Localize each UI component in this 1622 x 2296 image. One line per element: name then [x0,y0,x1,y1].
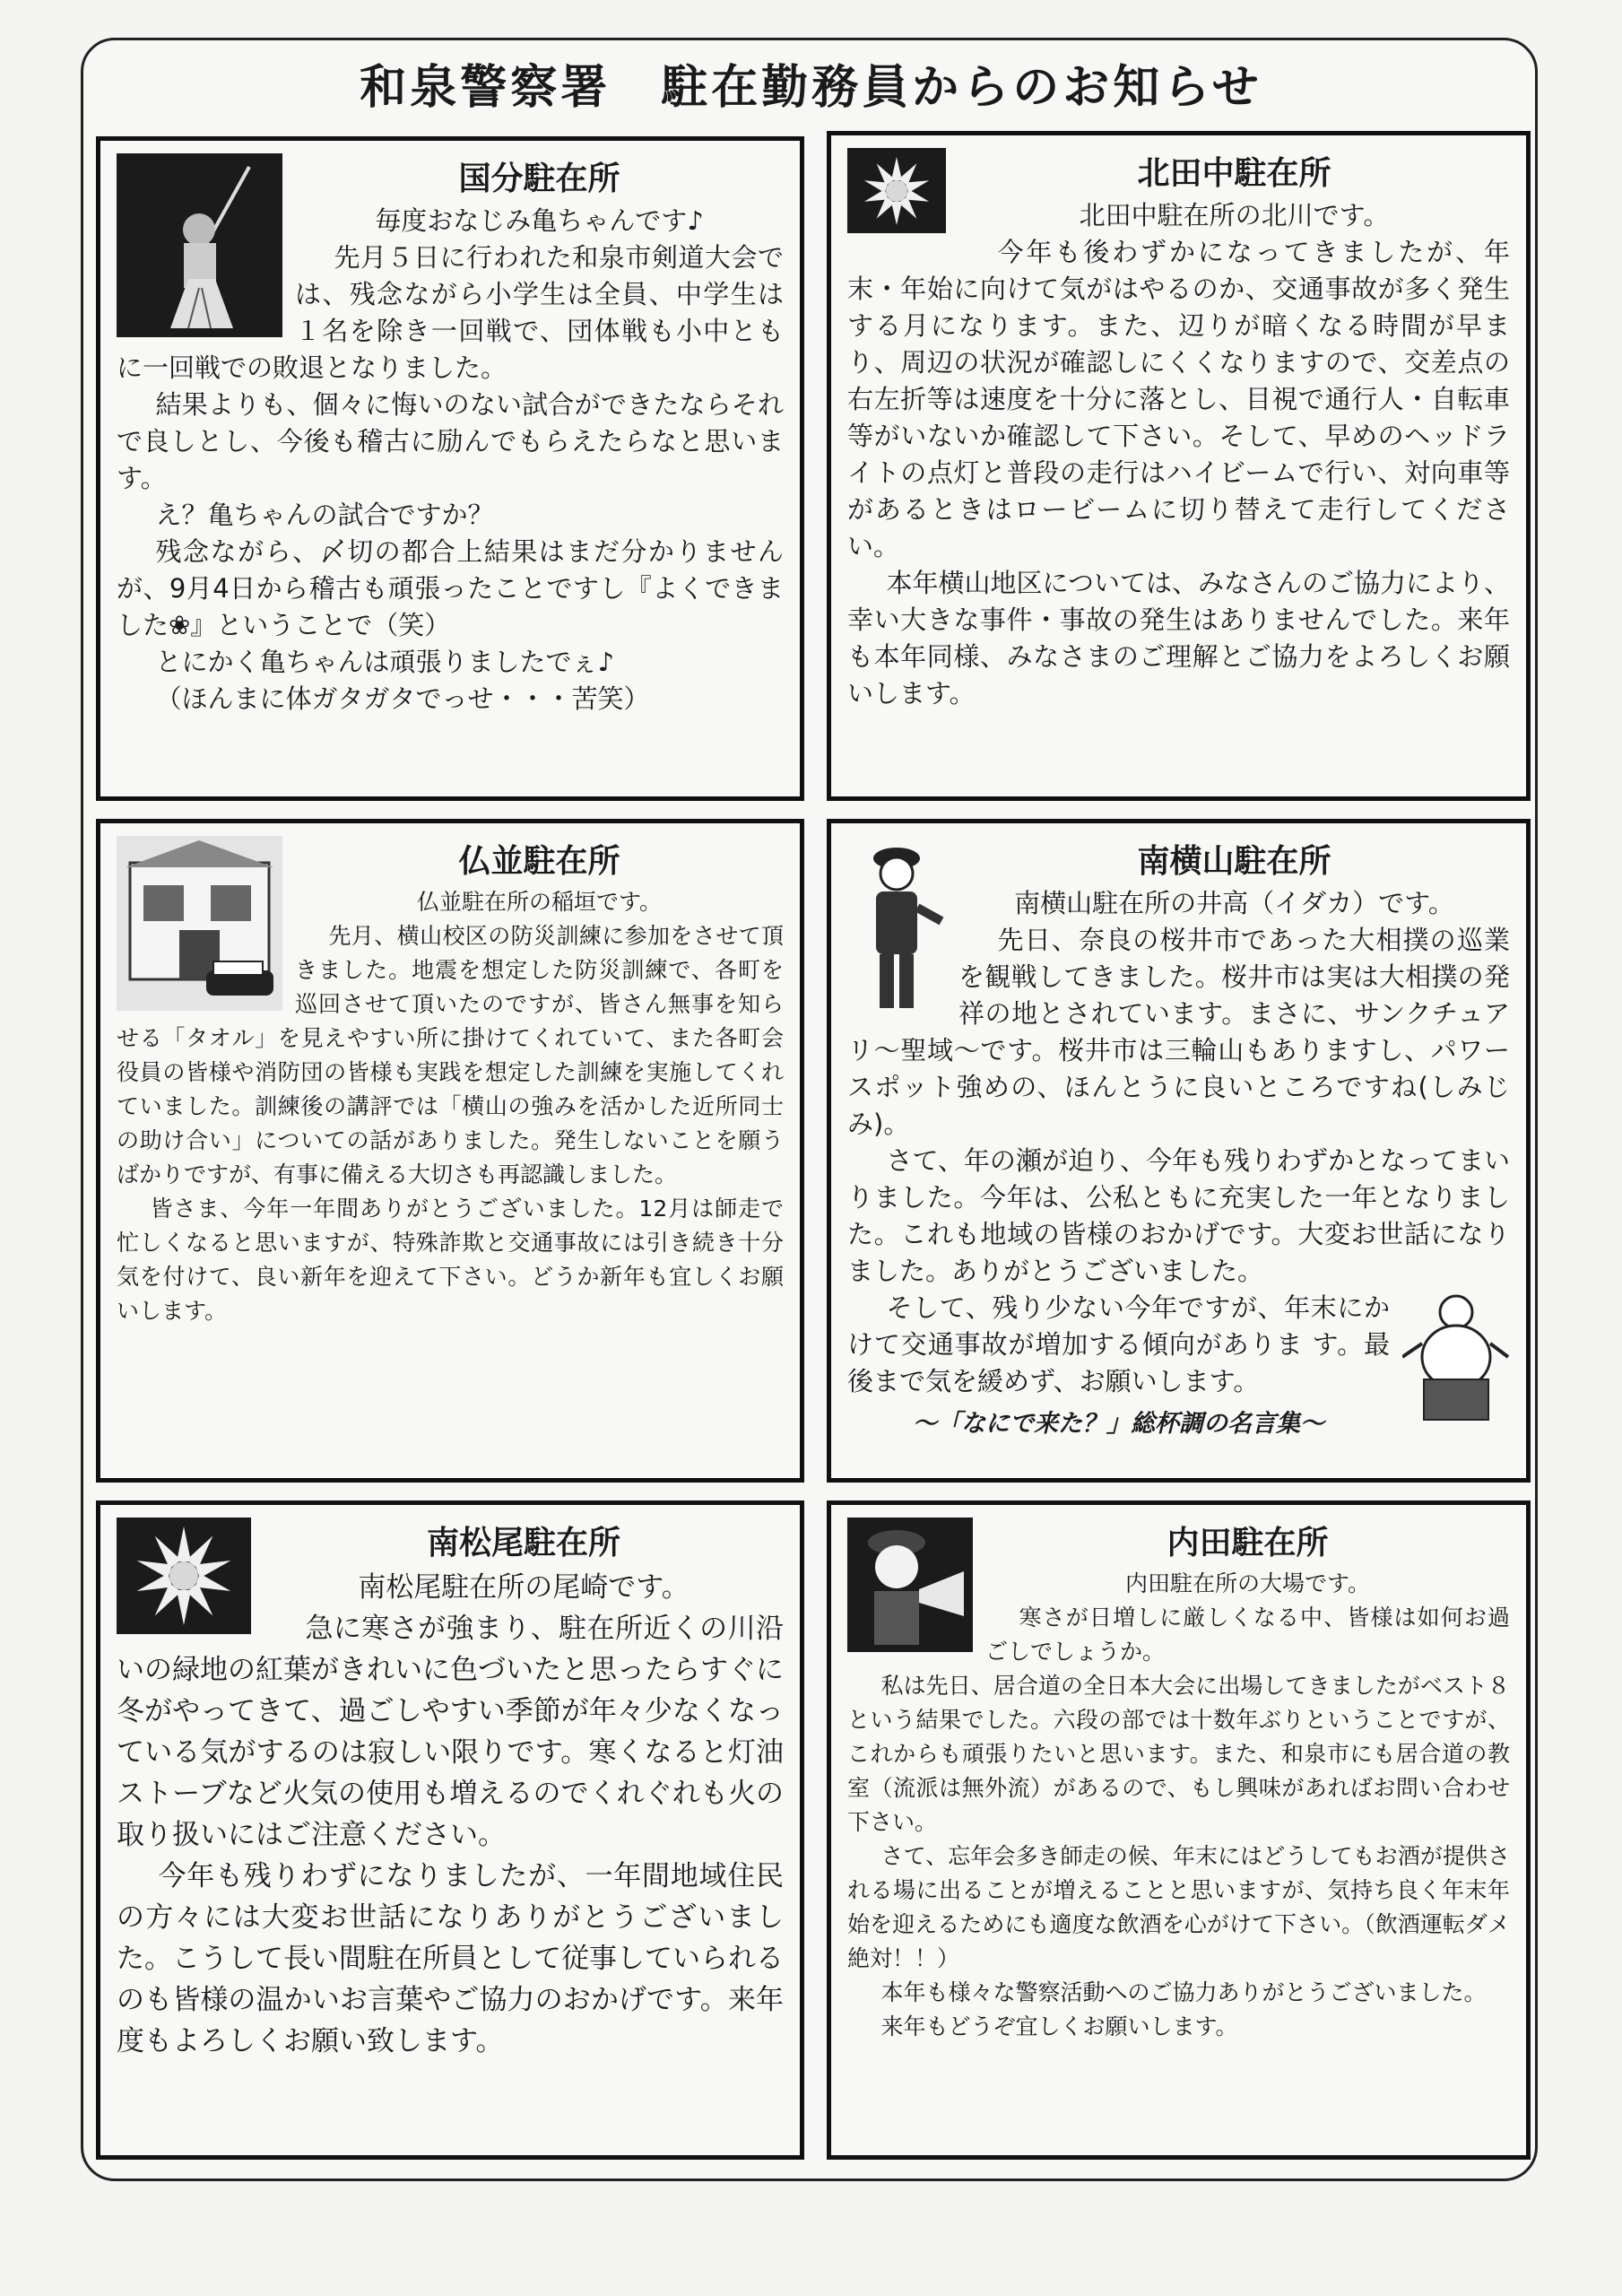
uchida-para: 私は先日、居合道の全日本大会に出場してきましたがベスト８という結果でした。六段の部では十数年ぶりということですが、これからも頑張りたいと思います。また、和泉市にも居合道の教室（流派は無外流）があるので、もし興味があればお問い合わせ下さい。 [847,1673,1510,1835]
minamiyokoyama-para: 先日、奈良の桜井市であった大相撲の巡業を観戦してきました。桜井市は実は大相撲の発祥の地とされています。まさに、サンクチュアリ～聖域～です。桜井市は三輪山もありますし、パワースポット強めの、ほんとうに良いところですね(しみじみ)。 [847,925,1510,1139]
kokubu-para: とにかく亀ちゃんは頑張りましたでぇ♪ [155,647,615,677]
kokubu-notice [96,136,804,801]
police-box-photo [117,836,282,1011]
kitadanaka-greeting: 北田中駐在所の北川です。 [1079,200,1390,230]
kokubu-para: （ほんまに体ガタガタでっせ・・・苦笑） [155,683,650,714]
kokubu-para: 先月５日に行われた和泉市剣道大会では、残念ながら小学生は全員、中学生は１名を除き一回戦で、団体戦も小中ともに一回戦での敗退となりました。 [117,242,784,383]
uchida-para: 寒さが日増しに厳しくなる中、皆様は如何お過ごしでしょうか。 [985,1605,1510,1665]
kokubu-para: 残念ながら、〆切の都合上結果はまだ分かりませんが、9月4日から稽古も頑張ったことですし『よくできました❀』ということで（笑） [117,536,784,640]
minamimatsuo-greeting: 南松尾駐在所の尾崎です。 [358,1571,690,1604]
butsunami-greeting: 仏並駐在所の稲垣です。 [416,889,662,915]
minamiyokoyama-para: さて、年の瀬が迫り、今年も残りわずかとなってまいりました。今年は、公私ともに充実した一年となりました。これも地域の皆様のおかげです。大変お世話になりました。ありがとうございました。 [847,1145,1510,1286]
minamiyokoyama-notice [827,819,1531,1483]
police-emblem [847,148,946,233]
uchida-title: 内田駐在所 [1167,1525,1329,1561]
butsunami-notice [96,819,804,1483]
kendo-photo [117,153,282,337]
uchida-para: さて、忘年会多き師走の候、年末にはどうしてもお酒が提供される場に出ることが増えることと思いますが、気持ち良く年末年始を迎えるためにも適度な飲酒を心がけて下さい。（飲酒運転ダメ絶対！！） [847,1843,1510,1971]
minamiyokoyama-para: そして、残り少ない今年ですが、年末にかけて交通事故が増加する傾向がありま す。最後まで気を緩めず、お願いします。 [847,1292,1390,1396]
kitadanaka-para: 今年も後わずかになってきましたが、年末・年始に向けて気がはやるのか、交通事故が多く発生する月になります。また、辺りが暗くなる時間が早まり、周辺の状況が確認しにくくなりますので、交差点の右左折等は速度を十分に落とし、目視で通行人・自転車等がいないか確認して下さい。そして、早めのヘッドライトの点灯と普段の走行はハイビームで行い、対向車等があるときはロービームに切り替えて走行してください。 [847,237,1510,561]
uchida-para: 本年も様々な警察活動へのご協力ありがとうございました。 [880,1979,1487,2005]
minamimatsuo-para: 今年も残りわずになりましたが、一年間地域住民の方々には大変お世話になりありがとうございました。こうして長い間駐在所員として従事していられるのも皆様の温かいお言葉やご協力のおかげです。来年度もよろしくお願い致します。 [117,1860,784,2057]
butsunami-para: 先月、横山校区の防災訓練に参加をさせて頂きました。地震を想定した防災訓練で、各町を巡回させて頂いたのですが、皆さん無事を知らせる「タオル」を見えやすい所に掛けてくれていて、また各町会役員の皆様や消防団の皆様も実践を想定した訓練を実施してくれていました。訓練後の講評では「横山の強みを活かした近所同士の助け合い」についての話がありました。発生しないことを願うばかりですが、有事に備える大切さも再認識しました。 [117,923,784,1187]
officer-with-megaphone-illustration [847,1518,973,1652]
sumo-wrestler-illustration [1402,1290,1510,1433]
minamimatsuo-para: 急に寒さが強まり、駐在所近くの川沿いの緑地の紅葉がきれいに色づいたと思ったらすぐに冬がやってきて、過ごしやすい季節が年々少なくなっている気がするのは寂しい限りです。寒くなると灯油ストーブなど火気の使用も増えるのでくれぐれも火の取り扱いにはご注意ください。 [117,1613,784,1851]
police-officer-illustration [847,836,946,1015]
minamimatsuo-notice [96,1500,804,2160]
uchida-para: 来年もどうぞ宜しくお願いします。 [880,2013,1238,2039]
kokubu-title: 国分駐在所 [458,161,620,197]
uchida-greeting: 内田駐在所の大場です。 [1124,1570,1370,1596]
police-emblem [117,1518,251,1634]
butsunami-title: 仏並駐在所 [458,843,620,880]
kitadanaka-para: 本年横山地区については、みなさんのご協力により、幸い大きな事件・事故の発生はありませんでした。来年も本年同様、みなさまのご理解とご協力をよろしくお願いします。 [847,568,1510,709]
kokubu-greeting: 毎度おなじみ亀ちゃんです♪ [375,205,704,236]
uchida-notice [827,1500,1531,2160]
page-title: 和泉警察署 駐在勤務員からのお知らせ [360,61,1262,115]
minamiyokoyama-signature: ～「なにで来た？」総杯調の名言集～ [913,1410,1324,1438]
butsunami-para: 皆さま、今年一年間ありがとうございました。12月は師走で忙しくなると思いますが、特殊詐欺と交通事故には引き続き十分気を付けて、良い新年を迎えて下さい。どうか新年も宜しくお願いします。 [117,1196,784,1324]
kokubu-para: え？亀ちゃんの試合ですか？ [155,500,494,530]
kokubu-para: 結果よりも、個々に悔いのない試合ができたならそれで良しとし、今後も稽古に励んでもらえたらなと思います。 [117,389,784,493]
minamiyokoyama-greeting: 南横山駐在所の井高（イダカ）です。 [1014,888,1454,918]
minamimatsuo-title: 南松尾駐在所 [426,1525,620,1561]
kitadanaka-notice [827,131,1531,801]
kitadanaka-title: 北田中駐在所 [1137,155,1331,192]
minamiyokoyama-title: 南横山駐在所 [1137,843,1331,880]
